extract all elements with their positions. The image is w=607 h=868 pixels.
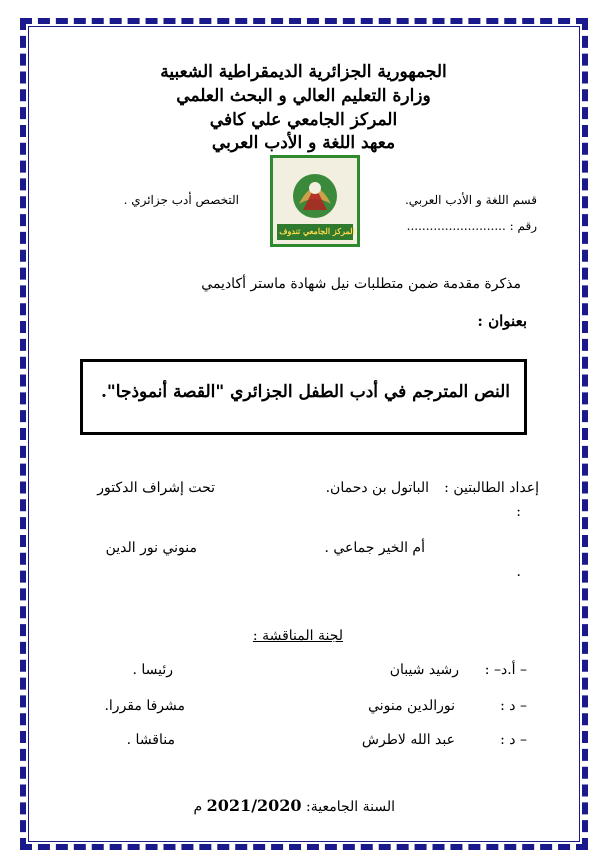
committee-rank: – د : (500, 698, 527, 714)
student-1: الباتول بن دحمان. (325, 480, 429, 496)
reference-number: رقم : .......................... (406, 219, 537, 233)
supervision-label: تحت إشراف الدكتور (97, 480, 215, 496)
university-logo (270, 155, 360, 247)
header-university: المركز الجامعي علي كافي (209, 110, 398, 130)
title-label: بعنوان : (477, 312, 527, 330)
student-dot: . (516, 564, 521, 580)
header-institute: معهد اللغة و الأدب العربي (211, 133, 396, 153)
memo-description: مذكرة مقدمة ضمن متطلبات نيل شهادة ماستر أكاديمي (201, 276, 521, 292)
department-name: قسم اللغة و الأدب العربي. (404, 193, 537, 207)
header-republic: الجمهورية الجزائرية الديمقراطية الشعبية (160, 62, 447, 82)
prepared-label: إعداد الطالبتين : (444, 480, 539, 496)
academic-year (194, 796, 395, 815)
header-ministry: وزارة التعليم العالي و البحث العلمي (176, 86, 431, 106)
committee-rank: – د : (500, 732, 527, 748)
committee-role: رئيسا . (132, 662, 173, 678)
committee-role: مشرفا مقررا. (104, 698, 185, 714)
academic-year-suffix: م (193, 799, 203, 815)
committee-name: نورالدين منوني (368, 698, 455, 714)
student-2: أم الخير جماعي . (324, 540, 425, 556)
prepared-colon: : (516, 504, 521, 520)
committee-heading: لجنة المناقشة : (252, 628, 343, 644)
committee-name: رشيد شيبان (389, 662, 459, 678)
specialty: التخصص أدب جزائري . (123, 193, 239, 207)
committee-name: عبد الله لاطرش (361, 732, 455, 748)
academic-year-label: السنة الجامعية: (306, 799, 395, 815)
supervisor-name: منوني نور الدين (105, 540, 197, 556)
academic-year-value: 2021/2020 (206, 796, 302, 815)
logo-caption: المركز الجامعي تندوف (279, 226, 355, 236)
committee-rank: – أ.د– : (484, 662, 527, 678)
thesis-title-box (80, 359, 527, 435)
committee-role: مناقشا . (126, 732, 175, 748)
thesis-title: النص المترجم في أدب الطفل الجزائري "القصة أنموذجا". (101, 382, 510, 402)
